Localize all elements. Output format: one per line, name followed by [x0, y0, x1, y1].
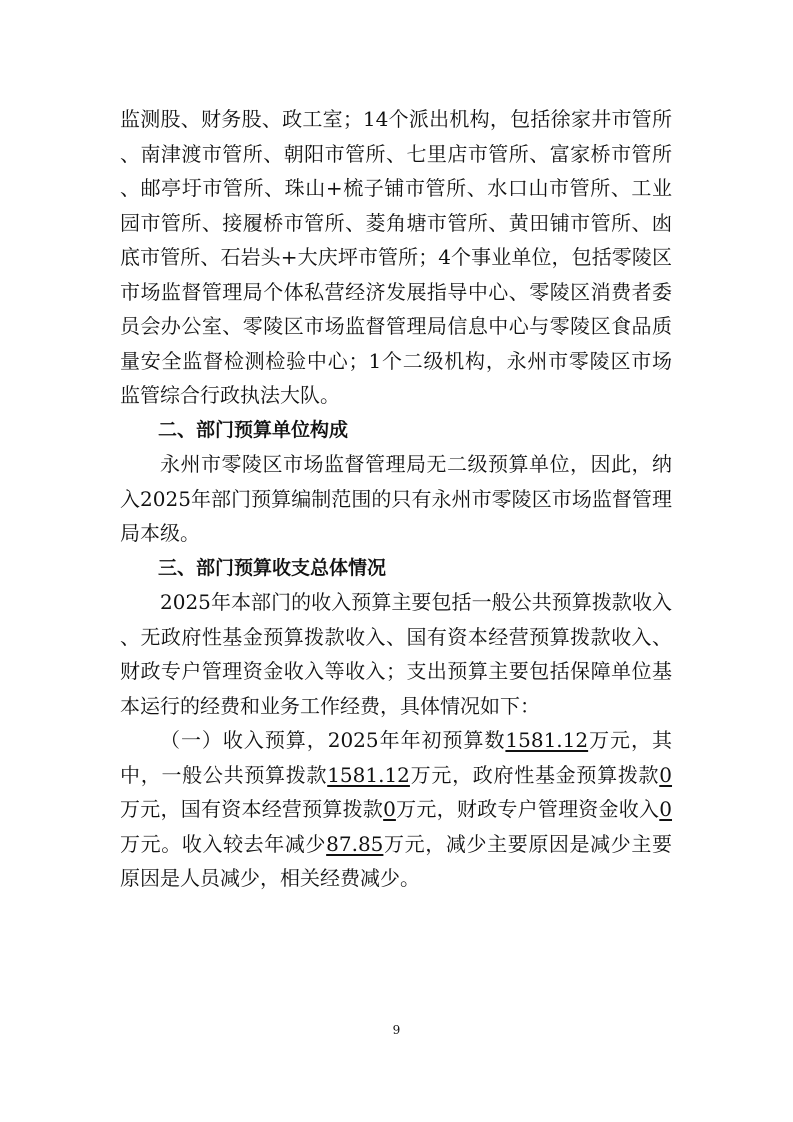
section-heading-budget-units: 二、部门预算单位构成: [158, 418, 349, 441]
income-text-3: 万元，政府性基金预算拨款: [409, 762, 660, 787]
income-text-5: 万元，财政专户管理资金收入: [395, 797, 660, 821]
income-text-6: 万元。收入较去年减少: [120, 831, 327, 856]
paragraph-budget-overview: 2025年本部门的收入预算主要包括一般公共预算拨款收入、无政府性基金预算拨款收入、国有资本经营预算拨款收入、财政专户管理资金收入等收入；支出预算主要包括保障单位基本运行的经费和业务工作经费，具体情况如下：: [120, 590, 672, 718]
general-budget-value: 1581.12: [327, 762, 410, 787]
paragraph-institutions: 监测股、财务股、政工室；14个派出机构，包括徐家井市管所、南津渡市管所、朝阳市管所、七里店市管所、富家桥市管所、邮亭圩市管所、珠山+梳子铺市管所、水口山市管所、工业园市管所、接履桥市管所、菱角塘市管所、黄田铺市管所、凼底市管所、石岩头+大庆坪市管所；4个事业单位，包括零陵区市场监督管理局个体私营经济发展指导中心、零陵区消费者委员会办公室、零陵区市场监督管理局信息中心与零陵区食品质量安全监督检测检验中心；1个二级机构，永州市零陵区市场监管综合行政执法大队。: [120, 107, 672, 407]
paragraph-budget-units: 永州市零陵区市场监督管理局无二级预算单位，因此，纳入2025年部门预算编制范围的只有永州市零陵区市场监督管理局本级。: [120, 452, 672, 545]
income-text-4: 万元，国有资本经营预算拨款: [120, 797, 384, 821]
body-text: [120, 102, 672, 896]
income-text-2: 万元，其中，一般公共预算拨款: [120, 728, 672, 787]
income-text-1: （一）收入预算，2025年年初预算数: [160, 728, 506, 752]
decrease-value: 87.85: [326, 831, 384, 856]
government-fund-value: 0: [659, 762, 673, 787]
income-text-7: 万元，减少主要原因是减少主要原因是人员减少，相关经费减少。: [120, 831, 673, 890]
page-number: 9: [392, 1023, 401, 1037]
section-heading-budget-overview: 三、部门预算收支总体情况: [158, 556, 387, 579]
state-capital-value: 0: [383, 797, 396, 821]
special-account-value: 0: [659, 797, 673, 821]
annual-budget-value: 1581.12: [505, 728, 589, 752]
paragraph-income-budget: [120, 723, 672, 896]
